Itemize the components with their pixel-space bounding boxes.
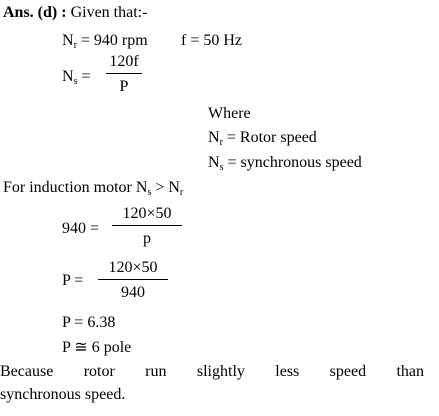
- fraction-numerator: 120×50: [112, 204, 182, 226]
- given-rotor-speed: $N_r = 940$ rpm: [62, 32, 148, 51]
- where-synchronous-speed: $N_s$ = synchronous speed: [208, 154, 362, 173]
- condition-line: For induction motor $N_s > N_r$: [3, 179, 184, 198]
- fraction-denominator: 940: [121, 284, 145, 301]
- eq2-lhs: P =: [62, 272, 84, 289]
- where-rotor-speed: $N_r$ = Rotor speed: [208, 129, 317, 148]
- eq1-fraction: [112, 204, 182, 249]
- eq3: P = 6.38: [62, 314, 116, 331]
- where-title: Where: [208, 105, 251, 122]
- given-frequency: f = 50 Hz: [181, 32, 243, 49]
- answer-label: Ans. (d) :: [3, 4, 67, 21]
- ns-formula-fraction: [106, 52, 142, 97]
- conclusion-line-2: synchronous speed.: [0, 386, 126, 403]
- eq1-lhs: 940 =: [62, 220, 100, 237]
- conclusion-line-1: Because rotor run slightly less speed than: [0, 363, 424, 380]
- given-label: Given that:-: [66, 4, 148, 21]
- eq4: P ≅ 6 pole: [62, 339, 132, 356]
- fraction-numerator: 120f: [106, 52, 142, 74]
- fraction-denominator: p: [143, 230, 151, 247]
- ns-formula-lhs: $N_s$ =: [62, 68, 91, 87]
- fraction-numerator: 120×50: [98, 258, 168, 280]
- fraction-denominator: P: [119, 78, 129, 95]
- eq2-fraction: [98, 258, 168, 303]
- answer-heading: [3, 3, 147, 23]
